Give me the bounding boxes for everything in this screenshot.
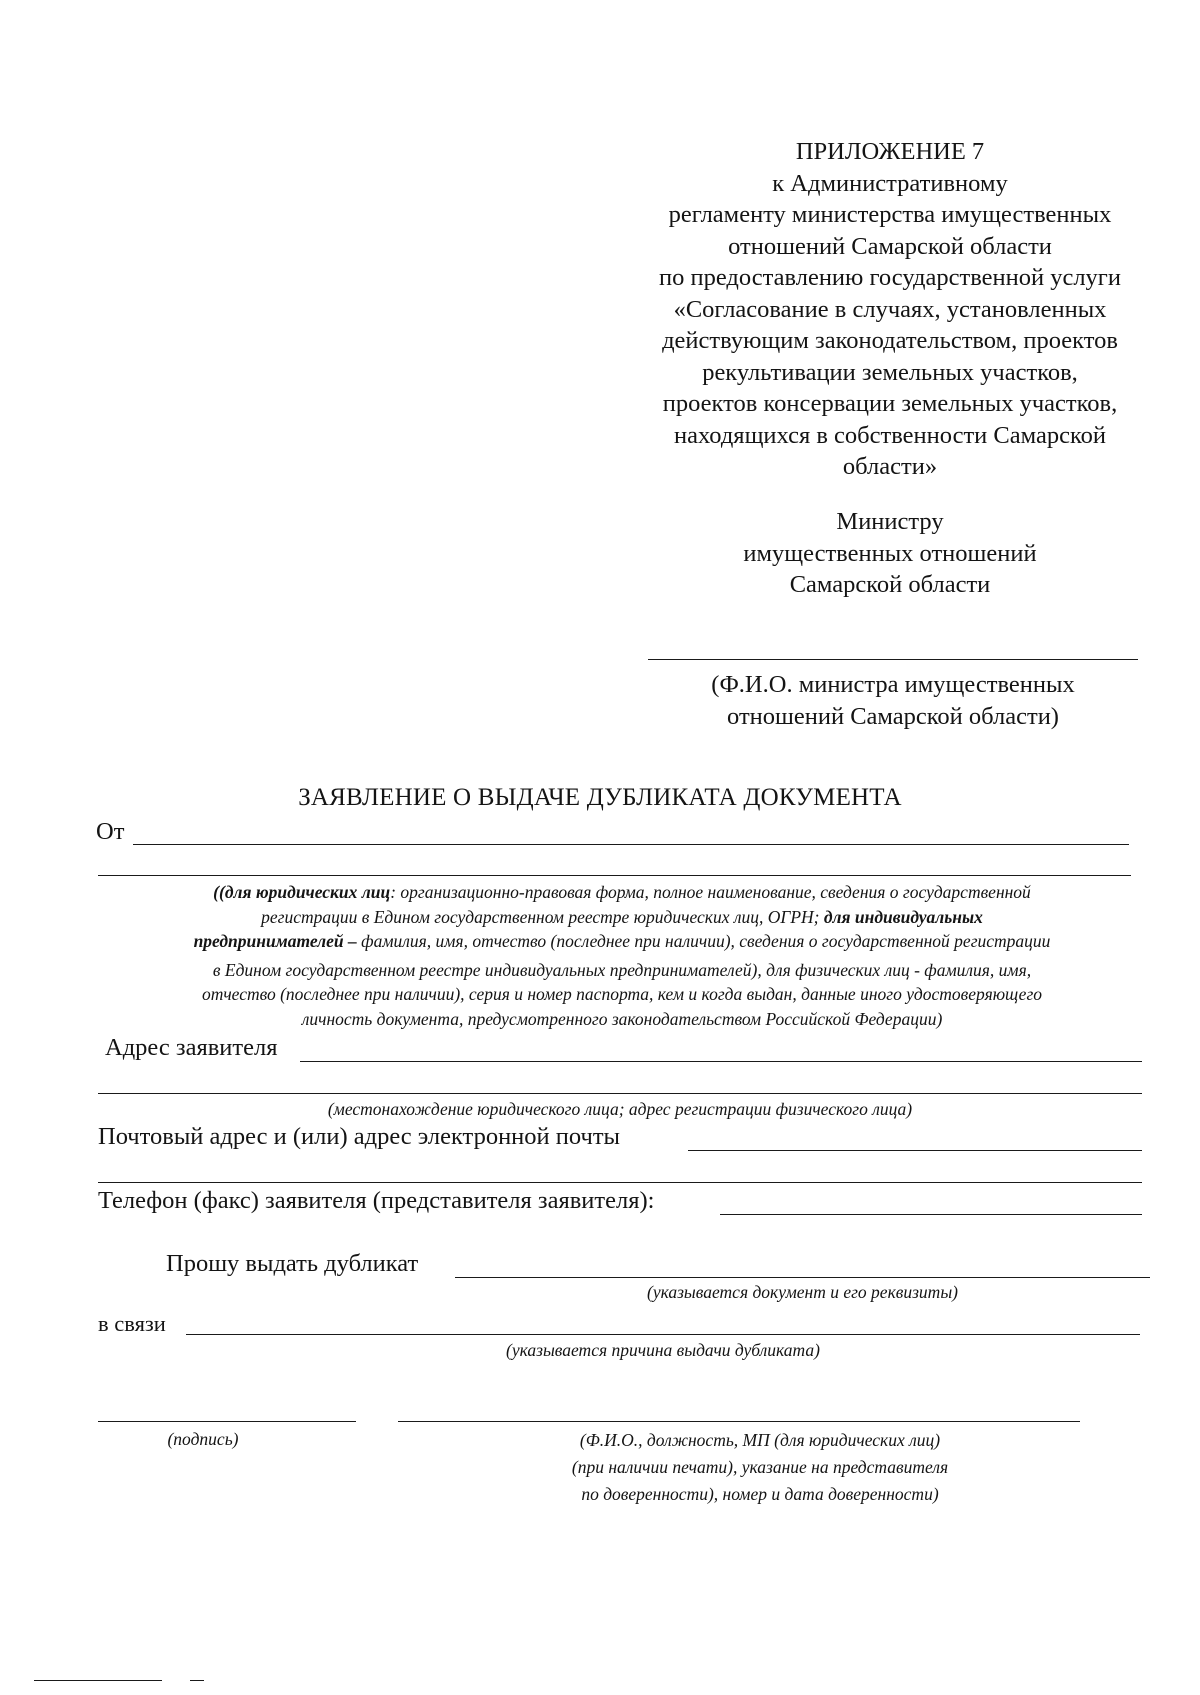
appendix-header-line: находящихся в собственности Самарской — [673, 421, 1106, 449]
name-caption-line: по доверенности), номер и дата доверенности) — [581, 1484, 939, 1504]
footnote-rule — [190, 1680, 204, 1681]
appendix-header-line: отношений Самарской области — [728, 232, 1052, 260]
appendix-header-line: «Согласование в случаях, установленных — [673, 295, 1107, 323]
appendix-header-line: ПРИЛОЖЕНИЕ 7 — [795, 138, 985, 165]
appendix-header-line: рекультивации земельных участков, — [702, 358, 1078, 386]
appendix-header-line: действующим законодательством, проектов — [662, 327, 1118, 354]
appendix-header-line: к Административному — [772, 169, 1008, 197]
minister-caption-line: отношений Самарской области) — [727, 702, 1059, 730]
minister-caption-line: (Ф.И.О. министра имущественных — [711, 671, 1075, 698]
applicant-caption-line — [92, 929, 1152, 954]
document-title: ЗАЯВЛЕНИЕ О ВЫДАЧЕ ДУБЛИКАТА ДОКУМЕНТА — [298, 784, 902, 811]
name-position-caption — [420, 1427, 1100, 1508]
address-caption: (местонахождение юридического лица; адрес регистрации физического лица) — [327, 1099, 913, 1119]
applicant-caption-line: личность документа, предусмотренного законодательством Российской Федерации) — [301, 1008, 943, 1029]
minister-name-field[interactable] — [648, 659, 1138, 660]
from-field-continuation[interactable] — [98, 875, 1131, 876]
signature-field[interactable] — [98, 1421, 356, 1422]
name-caption-line: (Ф.И.О., должность, МП (для юридических лиц) — [579, 1430, 941, 1450]
caption-text: : организационно-правовая форма, полное наименование, сведения о государственной — [390, 882, 1031, 902]
addressee-line: Самарской области — [789, 571, 991, 598]
postal-field[interactable] — [688, 1150, 1142, 1151]
appendix-header-line: проектов консервации земельных участков, — [662, 390, 1118, 417]
address-field-continuation[interactable] — [98, 1093, 1142, 1094]
addressee-line: имущественных отношений — [743, 539, 1037, 567]
from-field[interactable] — [133, 844, 1129, 845]
signature-caption: (подпись) — [167, 1429, 239, 1449]
appendix-header-line: области» — [842, 453, 938, 480]
applicant-caption-line: отчество (последнее при наличии), серия и номер паспорта, кем и когда выдан, данные иного удостоверяющего — [201, 984, 1043, 1004]
reason-field[interactable] — [186, 1334, 1140, 1335]
address-field[interactable] — [300, 1061, 1142, 1062]
addressee-block — [700, 506, 1080, 601]
applicant-caption-line — [92, 905, 1152, 930]
appendix-header-line: регламенту министерства имущественных — [668, 201, 1112, 228]
postal-label: Почтовый адрес и (или) адрес электронной почты — [98, 1123, 620, 1150]
appendix-header-line: по предоставлению государственной услуги — [659, 264, 1121, 291]
caption-bold: для индивидуальных — [823, 906, 983, 927]
minister-caption — [648, 669, 1138, 732]
caption-bold: ((для юридических лиц — [213, 882, 391, 902]
request-caption: (указывается документ и его реквизиты) — [647, 1282, 958, 1302]
applicant-caption — [92, 880, 1152, 1031]
appendix-header — [620, 136, 1160, 483]
postal-field-continuation[interactable] — [98, 1182, 1142, 1183]
applicant-caption-line: в Едином государственном реестре индивидуальных предпринимателей), для физических лиц - фамилия, имя, — [212, 959, 1032, 980]
reason-label: в связи — [98, 1311, 166, 1336]
address-label: Адрес заявителя — [105, 1034, 278, 1061]
request-label: Прошу выдать дубликат — [166, 1250, 419, 1277]
phone-label: Телефон (факс) заявителя (представителя заявителя): — [98, 1187, 655, 1214]
name-position-field[interactable] — [398, 1421, 1080, 1422]
caption-text: регистрации в Едином государственном реестре юридических лиц, ОГРН; — [261, 906, 824, 927]
caption-bold: предпринимателей – — [193, 931, 357, 951]
reason-caption: (указывается причина выдачи дубликата) — [506, 1340, 820, 1360]
footnote-rule — [34, 1680, 162, 1681]
phone-field[interactable] — [720, 1214, 1142, 1215]
from-label: От — [96, 818, 125, 845]
addressee-line: Министру — [836, 508, 944, 535]
name-caption-line: (при наличии печати), указание на представителя — [571, 1457, 949, 1477]
applicant-caption-line — [92, 880, 1152, 905]
request-field[interactable] — [455, 1277, 1150, 1278]
caption-text: фамилия, имя, отчество (последнее при наличии), сведения о государственной регистрации — [356, 931, 1051, 951]
